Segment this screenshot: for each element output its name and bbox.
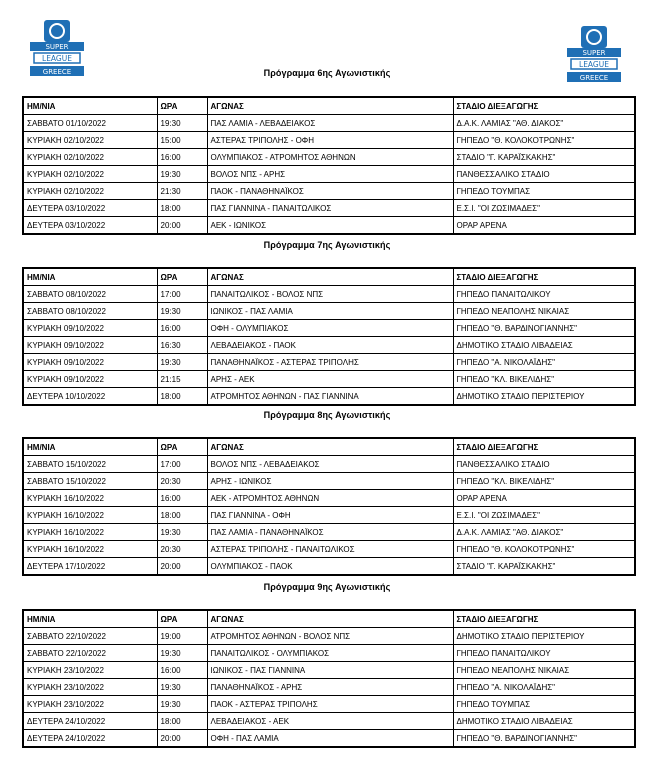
date-cell: ΚΥΡΙΑΚΗ 16/10/2022 — [23, 490, 157, 507]
stadium-cell: ΓΗΠΕΔΟ "Α. ΝΙΚΟΛΑΪΔΗΣ" — [453, 354, 635, 371]
time-cell: 18:00 — [157, 713, 207, 730]
date-cell: ΣΑΒΒΑΤΟ 22/10/2022 — [23, 645, 157, 662]
date-cell: ΚΥΡΙΑΚΗ 16/10/2022 — [23, 524, 157, 541]
date-cell: ΚΥΡΙΑΚΗ 02/10/2022 — [23, 149, 157, 166]
match-cell: ΠΑΣ ΛΑΜΙΑ - ΛΕΒΑΔΕΙΑΚΟΣ — [207, 115, 453, 132]
table-row — [23, 149, 635, 166]
date-cell: ΣΑΒΒΑΤΟ 15/10/2022 — [23, 456, 157, 473]
time-cell: 20:30 — [157, 473, 207, 490]
stadium-cell: ΟΡΑΡ ΑΡΕΝΑ — [453, 490, 635, 507]
date-cell: ΚΥΡΙΑΚΗ 09/10/2022 — [23, 337, 157, 354]
date-cell: ΔΕΥΤΕΡΑ 03/10/2022 — [23, 200, 157, 217]
date-cell: ΔΕΥΤΕΡΑ 24/10/2022 — [23, 730, 157, 748]
time-cell: 19:00 — [157, 628, 207, 645]
table-row — [23, 337, 635, 354]
table-row — [23, 730, 635, 748]
schedule-table — [22, 609, 636, 748]
date-cell: ΚΥΡΙΑΚΗ 16/10/2022 — [23, 507, 157, 524]
table-row — [23, 662, 635, 679]
match-cell: ΠΑΣ ΓΙΑΝΝΙΝΑ - ΟΦΗ — [207, 507, 453, 524]
match-column-header: ΑΓΩΝΑΣ — [207, 610, 453, 628]
stadium-column-header: ΣΤΑΔΙΟ ΔΙΕΞΑΓΩΓΗΣ — [453, 97, 635, 115]
stadium-column-header: ΣΤΑΔΙΟ ΔΙΕΞΑΓΩΓΗΣ — [453, 268, 635, 286]
svg-text:SUPER: SUPER — [582, 49, 606, 57]
match-cell: ΑΣΤΕΡΑΣ ΤΡΙΠΟΛΗΣ - ΟΦΗ — [207, 132, 453, 149]
schedule-table — [22, 267, 636, 406]
match-cell: ΙΩΝΙΚΟΣ - ΠΑΣ ΛΑΜΙΑ — [207, 303, 453, 320]
match-cell: ΑΤΡΟΜΗΤΟΣ ΑΘΗΝΩΝ - ΠΑΣ ΓΙΑΝΝΙΝΑ — [207, 388, 453, 406]
round-title: Πρόγραμμα 9ης Αγωνιστικής — [263, 582, 391, 592]
time-cell: 18:00 — [157, 507, 207, 524]
stadium-column-header: ΣΤΑΔΙΟ ΔΙΕΞΑΓΩΓΗΣ — [453, 610, 635, 628]
time-cell: 20:00 — [157, 730, 207, 748]
round-title: Πρόγραμμα 8ης Αγωνιστικής — [263, 410, 391, 420]
time-column-header: ΩΡΑ — [157, 438, 207, 456]
time-cell: 19:30 — [157, 645, 207, 662]
date-column-header: ΗΜ/ΝΙΑ — [23, 438, 157, 456]
stadium-cell: ΓΗΠΕΔΟ ΤΟΥΜΠΑΣ — [453, 696, 635, 713]
table-header-row — [23, 610, 635, 628]
date-column-header: ΗΜ/ΝΙΑ — [23, 610, 157, 628]
date-cell: ΔΕΥΤΕΡΑ 10/10/2022 — [23, 388, 157, 406]
stadium-cell: ΠΑΝΘΕΣΣΑΛΙΚΟ ΣΤΑΔΙΟ — [453, 166, 635, 183]
date-cell: ΚΥΡΙΑΚΗ 02/10/2022 — [23, 132, 157, 149]
date-cell: ΣΑΒΒΑΤΟ 15/10/2022 — [23, 473, 157, 490]
match-cell: ΙΩΝΙΚΟΣ - ΠΑΣ ΓΙΑΝΝΙΝΑ — [207, 662, 453, 679]
schedule-table — [22, 96, 636, 235]
time-cell: 19:30 — [157, 303, 207, 320]
stadium-cell: ΓΗΠΕΔΟ "Θ. ΒΑΡΔΙΝΟΓΙΑΝΝΗΣ" — [453, 730, 635, 748]
date-cell: ΚΥΡΙΑΚΗ 16/10/2022 — [23, 541, 157, 558]
time-cell: 19:30 — [157, 354, 207, 371]
match-cell: ΛΕΒΑΔΕΙΑΚΟΣ - ΠΑΟΚ — [207, 337, 453, 354]
table-row — [23, 286, 635, 303]
match-cell: ΒΟΛΟΣ ΝΠΣ - ΛΕΒΑΔΕΙΑΚΟΣ — [207, 456, 453, 473]
date-cell: ΔΕΥΤΕΡΑ 24/10/2022 — [23, 713, 157, 730]
match-cell: ΑΡΗΣ - ΑΕΚ — [207, 371, 453, 388]
time-cell: 19:30 — [157, 524, 207, 541]
table-row — [23, 132, 635, 149]
table-row — [23, 388, 635, 406]
table-row — [23, 371, 635, 388]
stadium-cell: ΓΗΠΕΔΟ ΠΑΝΑΙΤΩΛΙΚΟΥ — [453, 286, 635, 303]
table-row — [23, 303, 635, 320]
time-cell: 17:00 — [157, 286, 207, 303]
time-cell: 21:30 — [157, 183, 207, 200]
date-cell: ΚΥΡΙΑΚΗ 23/10/2022 — [23, 662, 157, 679]
match-cell: ΠΑΟΚ - ΑΣΤΕΡΑΣ ΤΡΙΠΟΛΗΣ — [207, 696, 453, 713]
time-column-header: ΩΡΑ — [157, 268, 207, 286]
table-row — [23, 490, 635, 507]
match-cell: ΒΟΛΟΣ ΝΠΣ - ΑΡΗΣ — [207, 166, 453, 183]
time-column-header: ΩΡΑ — [157, 97, 207, 115]
date-cell: ΚΥΡΙΑΚΗ 09/10/2022 — [23, 354, 157, 371]
match-cell: ΑΕΚ - ΙΩΝΙΚΟΣ — [207, 217, 453, 235]
table-row — [23, 558, 635, 576]
stadium-cell: ΣΤΑΔΙΟ "Γ. ΚΑΡΑΪΣΚΑΚΗΣ" — [453, 149, 635, 166]
date-cell: ΣΑΒΒΑΤΟ 01/10/2022 — [23, 115, 157, 132]
stadium-cell: ΓΗΠΕΔΟ "Θ. ΒΑΡΔΙΝΟΓΙΑΝΝΗΣ" — [453, 320, 635, 337]
table-row — [23, 628, 635, 645]
match-cell: ΑΕΚ - ΑΤΡΟΜΗΤΟΣ ΑΘΗΝΩΝ — [207, 490, 453, 507]
stadium-cell: ΓΗΠΕΔΟ "ΚΛ. ΒΙΚΕΛΙΔΗΣ" — [453, 371, 635, 388]
match-cell: ΟΦΗ - ΟΛΥΜΠΙΑΚΟΣ — [207, 320, 453, 337]
date-cell: ΣΑΒΒΑΤΟ 08/10/2022 — [23, 303, 157, 320]
stadium-cell: ΓΗΠΕΔΟ "Θ. ΚΟΛΟΚΟΤΡΩΝΗΣ" — [453, 132, 635, 149]
match-cell: ΠΑΝΑΙΤΩΛΙΚΟΣ - ΟΛΥΜΠΙΑΚΟΣ — [207, 645, 453, 662]
stadium-cell: ΓΗΠΕΔΟ ΝΕΑΠΟΛΗΣ ΝΙΚΑΙΑΣ — [453, 662, 635, 679]
date-cell: ΚΥΡΙΑΚΗ 02/10/2022 — [23, 183, 157, 200]
table-row — [23, 524, 635, 541]
time-cell: 16:00 — [157, 662, 207, 679]
table-header-row — [23, 438, 635, 456]
date-cell: ΚΥΡΙΑΚΗ 09/10/2022 — [23, 320, 157, 337]
date-cell: ΚΥΡΙΑΚΗ 23/10/2022 — [23, 679, 157, 696]
stadium-cell: ΓΗΠΕΔΟ "Θ. ΚΟΛΟΚΟΤΡΩΝΗΣ" — [453, 541, 635, 558]
round-title: Πρόγραμμα 6ης Αγωνιστικής — [263, 68, 391, 78]
table-row — [23, 473, 635, 490]
table-row — [23, 456, 635, 473]
stadium-cell: Ε.Σ.Ι. "ΟΙ ΖΩΣΙΜΑΔΕΣ" — [453, 507, 635, 524]
time-cell: 17:00 — [157, 456, 207, 473]
svg-text:SUPER: SUPER — [45, 43, 69, 51]
table-row — [23, 115, 635, 132]
match-column-header: ΑΓΩΝΑΣ — [207, 268, 453, 286]
stadium-cell: ΓΗΠΕΔΟ ΤΟΥΜΠΑΣ — [453, 183, 635, 200]
table-row — [23, 541, 635, 558]
match-column-header: ΑΓΩΝΑΣ — [207, 97, 453, 115]
match-cell: ΑΡΗΣ - ΙΩΝΙΚΟΣ — [207, 473, 453, 490]
date-column-header: ΗΜ/ΝΙΑ — [23, 268, 157, 286]
date-column-header: ΗΜ/ΝΙΑ — [23, 97, 157, 115]
time-cell: 20:00 — [157, 217, 207, 235]
table-row — [23, 713, 635, 730]
date-cell: ΚΥΡΙΑΚΗ 02/10/2022 — [23, 166, 157, 183]
time-cell: 20:30 — [157, 541, 207, 558]
match-cell: ΟΛΥΜΠΙΑΚΟΣ - ΑΤΡΟΜΗΤΟΣ ΑΘΗΝΩΝ — [207, 149, 453, 166]
schedule-table — [22, 437, 636, 576]
match-cell: ΠΑΣ ΓΙΑΝΝΙΝΑ - ΠΑΝΑΙΤΩΛΙΚΟΣ — [207, 200, 453, 217]
stadium-cell: ΓΗΠΕΔΟ ΝΕΑΠΟΛΗΣ ΝΙΚΑΙΑΣ — [453, 303, 635, 320]
time-column-header: ΩΡΑ — [157, 610, 207, 628]
table-row — [23, 200, 635, 217]
match-cell: ΑΤΡΟΜΗΤΟΣ ΑΘΗΝΩΝ - ΒΟΛΟΣ ΝΠΣ — [207, 628, 453, 645]
match-cell: ΠΑΝΑΙΤΩΛΙΚΟΣ - ΒΟΛΟΣ ΝΠΣ — [207, 286, 453, 303]
svg-text:LEAGUE: LEAGUE — [42, 54, 72, 63]
stadium-column-header: ΣΤΑΔΙΟ ΔΙΕΞΑΓΩΓΗΣ — [453, 438, 635, 456]
time-cell: 21:15 — [157, 371, 207, 388]
time-cell: 16:30 — [157, 337, 207, 354]
date-cell: ΔΕΥΤΕΡΑ 03/10/2022 — [23, 217, 157, 235]
table-row — [23, 354, 635, 371]
stadium-cell: ΔΗΜΟΤΙΚΟ ΣΤΑΔΙΟ ΛΙΒΑΔΕΙΑΣ — [453, 713, 635, 730]
svg-text:LEAGUE: LEAGUE — [579, 60, 609, 69]
table-row — [23, 217, 635, 235]
table-row — [23, 320, 635, 337]
stadium-cell: Ε.Σ.Ι. "ΟΙ ΖΩΣΙΜΑΔΕΣ" — [453, 200, 635, 217]
stadium-cell: ΓΗΠΕΔΟ ΠΑΝΑΙΤΩΛΙΚΟΥ — [453, 645, 635, 662]
table-header-row — [23, 268, 635, 286]
stadium-cell: ΓΗΠΕΔΟ "ΚΛ. ΒΙΚΕΛΙΔΗΣ" — [453, 473, 635, 490]
date-cell: ΚΥΡΙΑΚΗ 23/10/2022 — [23, 696, 157, 713]
time-cell: 16:00 — [157, 320, 207, 337]
match-cell: ΟΦΗ - ΠΑΣ ΛΑΜΙΑ — [207, 730, 453, 748]
svg-text:GREECE: GREECE — [42, 68, 72, 76]
stadium-cell: Δ.Α.Κ. ΛΑΜΙΑΣ "ΑΘ. ΔΙΑΚΟΣ" — [453, 115, 635, 132]
date-cell: ΔΕΥΤΕΡΑ 17/10/2022 — [23, 558, 157, 576]
time-cell: 19:30 — [157, 679, 207, 696]
stadium-cell: Δ.Α.Κ. ΛΑΜΙΑΣ "ΑΘ. ΔΙΑΚΟΣ" — [453, 524, 635, 541]
table-row — [23, 183, 635, 200]
match-cell: ΠΑΝΑΘΗΝΑΪΚΟΣ - ΑΣΤΕΡΑΣ ΤΡΙΠΟΛΗΣ — [207, 354, 453, 371]
time-cell: 20:00 — [157, 558, 207, 576]
table-row — [23, 679, 635, 696]
time-cell: 19:30 — [157, 696, 207, 713]
date-cell: ΚΥΡΙΑΚΗ 09/10/2022 — [23, 371, 157, 388]
time-cell: 16:00 — [157, 149, 207, 166]
time-cell: 18:00 — [157, 388, 207, 406]
table-row — [23, 696, 635, 713]
time-cell: 19:30 — [157, 166, 207, 183]
table-header-row — [23, 97, 635, 115]
stadium-cell: ΔΗΜΟΤΙΚΟ ΣΤΑΔΙΟ ΠΕΡΙΣΤΕΡΙΟΥ — [453, 388, 635, 406]
match-cell: ΑΣΤΕΡΑΣ ΤΡΙΠΟΛΗΣ - ΠΑΝΑΙΤΩΛΙΚΟΣ — [207, 541, 453, 558]
time-cell: 15:00 — [157, 132, 207, 149]
stadium-cell: ΔΗΜΟΤΙΚΟ ΣΤΑΔΙΟ ΠΕΡΙΣΤΕΡΙΟΥ — [453, 628, 635, 645]
match-column-header: ΑΓΩΝΑΣ — [207, 438, 453, 456]
round-title: Πρόγραμμα 7ης Αγωνιστικής — [263, 240, 391, 250]
time-cell: 18:00 — [157, 200, 207, 217]
table-row — [23, 645, 635, 662]
stadium-cell: ΣΤΑΔΙΟ "Γ. ΚΑΡΑΪΣΚΑΚΗΣ" — [453, 558, 635, 576]
date-cell: ΣΑΒΒΑΤΟ 08/10/2022 — [23, 286, 157, 303]
match-cell: ΠΑΟΚ - ΠΑΝΑΘΗΝΑΪΚΟΣ — [207, 183, 453, 200]
time-cell: 19:30 — [157, 115, 207, 132]
stadium-cell: ΔΗΜΟΤΙΚΟ ΣΤΑΔΙΟ ΛΙΒΑΔΕΙΑΣ — [453, 337, 635, 354]
stadium-cell: ΠΑΝΘΕΣΣΑΛΙΚΟ ΣΤΑΔΙΟ — [453, 456, 635, 473]
match-cell: ΛΕΒΑΔΕΙΑΚΟΣ - ΑΕΚ — [207, 713, 453, 730]
match-cell: ΠΑΝΑΘΗΝΑΪΚΟΣ - ΑΡΗΣ — [207, 679, 453, 696]
date-cell: ΣΑΒΒΑΤΟ 22/10/2022 — [23, 628, 157, 645]
stadium-cell: ΓΗΠΕΔΟ "Α. ΝΙΚΟΛΑΪΔΗΣ" — [453, 679, 635, 696]
table-row — [23, 507, 635, 524]
match-cell: ΠΑΣ ΛΑΜΙΑ - ΠΑΝΑΘΗΝΑΪΚΟΣ — [207, 524, 453, 541]
svg-text:GREECE: GREECE — [579, 74, 609, 82]
table-row — [23, 166, 635, 183]
time-cell: 16:00 — [157, 490, 207, 507]
match-cell: ΟΛΥΜΠΙΑΚΟΣ - ΠΑΟΚ — [207, 558, 453, 576]
stadium-cell: ΟΡΑΡ ΑΡΕΝΑ — [453, 217, 635, 235]
